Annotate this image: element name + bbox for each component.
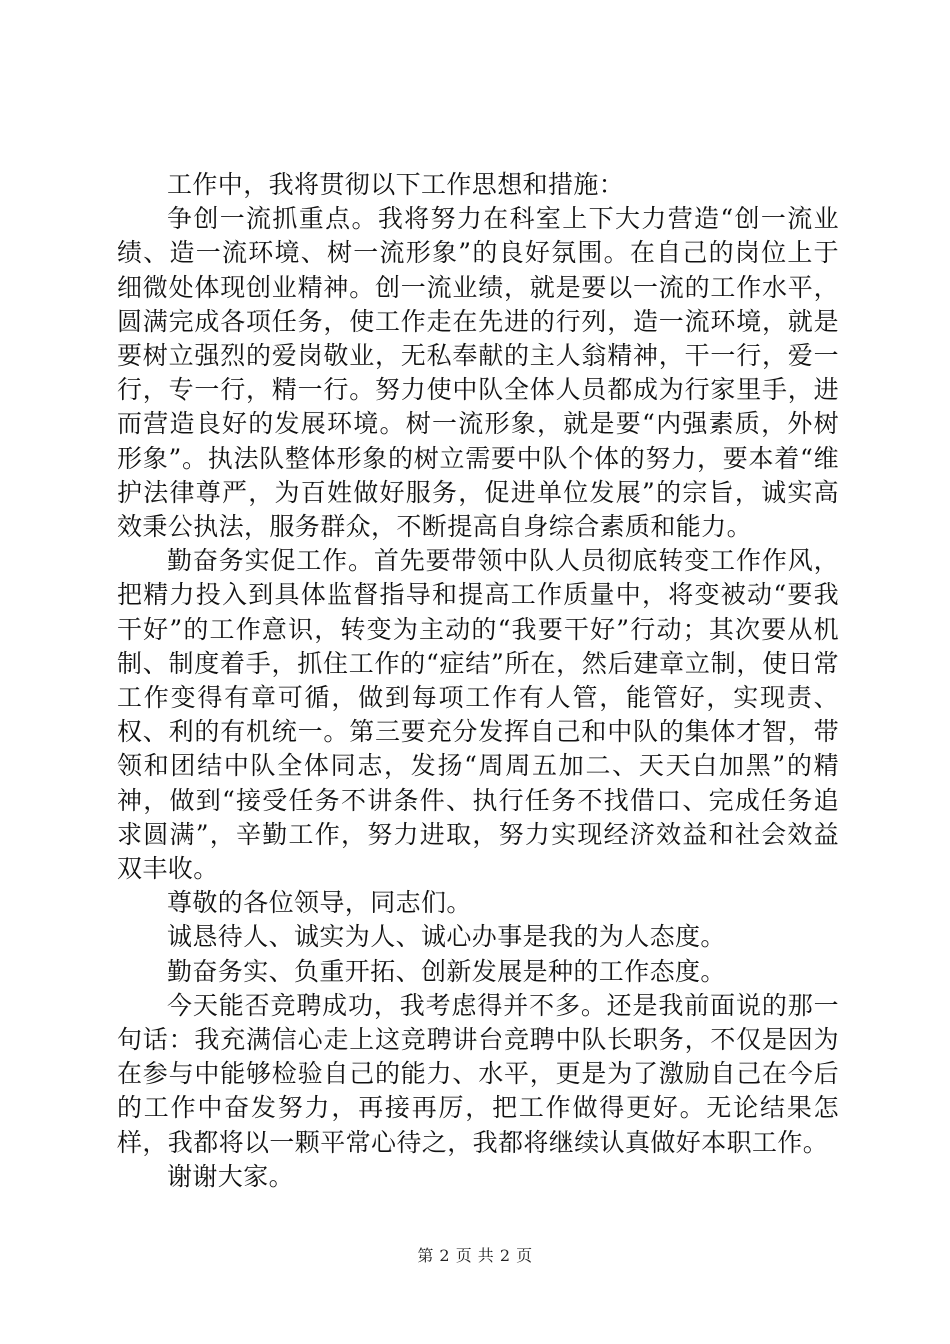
paragraph: 尊敬的各位领导，同志们。 [167,888,472,918]
paragraph: 勤奋务实、负重开拓、创新发展是种的工作态度。 [167,956,726,986]
paragraph: 今天能否竞聘成功，我考虑得并不多。还是我前面说的那一句话：我充满信心走上这竞聘讲台竞聘中队长职务，不仅是因为在参与中能够检验自己的能力、水平，更是为了激励自己在今后的工作中奋发努力，再接再厉，把工作做得更好。无论结果怎样，我都将以一颗平常心待之，我都将继续认真做好本职工作。 [117,990,839,1157]
paragraph: 诚恳待人、诚实为人、诚心办事是我的为人态度。 [167,922,726,952]
paragraph: 工作中，我将贯彻以下工作思想和措施： [167,170,625,199]
paragraph: 勤奋务实促工作。首先要带领中队人员彻底转变工作作风，把精力投入到具体监督指导和提高工作质量中，将变被动“要我干好”的工作意识，转变为主动的“我要干好”行动；其次要从机制、制度着手，抓住工作的“症结”所在，然后建章立制，使日常工作变得有章可循，做到每项工作有人管，能管好，实现责、权、利的有机统一。第三要充分发挥自己和中队的集体才智，带领和团结中队全体同志，发扬“周周五加二、天天白加黑”的精神，做到“接受任务不讲条件、执行任务不找借口、完成任务追求圆满”，辛勤工作，努力进取，努力实现经济效益和社会效益双丰收。 [117,546,839,884]
paragraph: 争创一流抓重点。我将努力在科室上下大力营造“创一流业绩、造一流环境、树一流形象”的良好氛围。在自己的岗位上于细微处体现创业精神。创一流业绩，就是要以一流的工作水平，圆满完成各项任务，使工作走在先进的行列，造一流环境，就是要树立强烈的爱岗敬业，无私奉献的主人翁精神，干一行，爱一行，专一行，精一行。努力使中队全体人员都成为行家里手，进而营造良好的发展环境。树一流形象，就是要“内强素质，外树形象”。执法队整体形象的树立需要中队个体的努力，要本着“维护法律尊严，为百姓做好服务，促进单位发展”的宗旨，诚实高效秉公执法，服务群众，不断提高自身综合素质和能力。 [117,204,839,542]
page-number-footer: 第 2 页 共 2 页 [417,1246,533,1265]
document-body [117,168,839,1194]
paragraph: 谢谢大家。 [167,1161,295,1191]
